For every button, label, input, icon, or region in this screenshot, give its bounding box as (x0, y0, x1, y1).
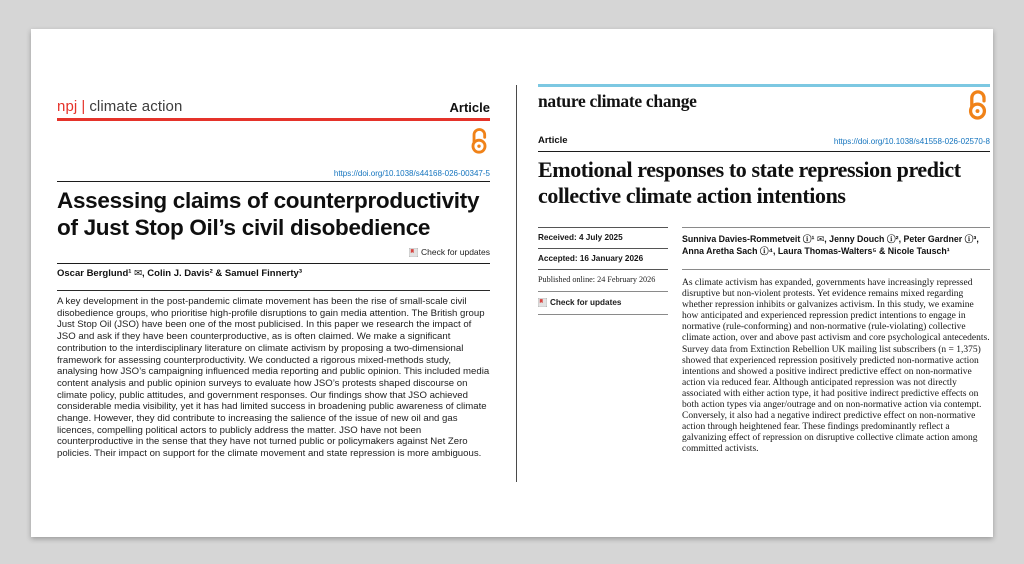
journal-name: climate action (89, 98, 183, 115)
crossmark-icon (409, 248, 418, 257)
two-page-spread (31, 29, 993, 537)
journal-separator: | (81, 98, 86, 115)
right-authors-line: Sunniva Davies-Rommetveit ⓘ¹ ✉, Jenny Douch ⓘ², Peter Gardner ⓘ³, Anna Aretha Sach ⓘ⁴, Laura Thomas-Walters⁵ & Nicole Tausch¹ (682, 227, 990, 257)
blue-header-rule (538, 84, 990, 87)
accepted-date: Accepted: 16 January 2026 (538, 248, 668, 269)
right-paper-title: Emotional responses to state repression predict collective climate action intentions (538, 157, 961, 208)
published-date: Published online: 24 February 2026 (538, 269, 668, 291)
right-doi-link[interactable]: https://doi.org/10.1038/s41558-026-02570-8 (833, 137, 990, 146)
right-check-for-updates[interactable] (538, 298, 668, 307)
crossmark-icon (538, 298, 547, 307)
rule-above-authors (57, 263, 490, 264)
left-doi-link[interactable]: https://doi.org/10.1038/s44168-026-00347-5 (333, 169, 490, 178)
open-access-icon (468, 127, 490, 159)
left-abstract-text: A key development in the post-pandemic climate movement has been the rise of small-scale civil disobedience groups, who prioritise high-profile disruptions to gain media attention. The British group Just Stop Oil (JSO) have been one of the most publicised. In this paper we research the impact of JSO and ask if they have been counterproductive, as is often claimed. We make a significant contribution to the interdisciplinary literature on climate activism by proposing a two-dimensional framework for assessing counterproductivity. We conducted a rigorous mixed-methods study, analysing how JSO’s campaigning influenced media reporting and public opinion. This included media content analysis and public opinion surveys to evaluate how JSO’s protests shaped discourse on climate policy, public attitudes, and government responses. Our findings show that JSO achieved considerable media visibility, yet it has had limited success in broadening public awareness of climate change. However, they did contribute to increasing the salience of the issue of new oil and gas licences, compelling political actors to publicly address the matter. JSO have not been counterproductive in the sense that they have not turned public or policymakers against Net Zero policies. Their impact on support for the climate movement and state repression is more ambiguous. (57, 296, 490, 460)
left-paper-title: Assessing claims of counterproductivity of Just Stop Oil’s civil disobedience (57, 188, 480, 240)
right-check-for-updates-row (538, 291, 668, 315)
right-article-row (538, 135, 990, 146)
rule-above-title (538, 151, 990, 152)
left-paper-page (57, 29, 490, 537)
right-article-label: Article (538, 135, 568, 146)
rule-above-abstract (57, 290, 490, 291)
journal-prefix: npj (57, 98, 78, 115)
left-article-label: Article (449, 100, 490, 115)
red-header-rule (57, 118, 490, 121)
left-check-for-updates[interactable] (409, 247, 490, 257)
left-authors-line: Oscar Berglund¹ ✉, Colin J. Davis² & Samuel Finnerty³ (57, 268, 302, 279)
dates-column (538, 227, 668, 315)
open-access-icon (965, 89, 990, 125)
right-journal-logo: nature climate change (538, 91, 697, 111)
right-paper-page (538, 29, 990, 537)
page-divider-line (516, 85, 517, 482)
rule-above-abstract (682, 269, 990, 270)
left-journal-header (57, 98, 490, 115)
rule-above-title (57, 181, 490, 182)
left-journal-logo (57, 98, 182, 115)
right-abstract-text: As climate activism has expanded, governments have increasingly repressed disruptive but non-violent protests. Yet evidence remains mixed regarding whether repression inhibits or galvanizes activism. In this study, we examine how anticipated and experienced repression predict intentions to engage in normative (rule-conforming) and non-normative (rule-violating) collective climate action, over and above past activism and core psychological antecedents. Survey data from Extinction Rebellion UK mailing list subscribers (n = 1,375) showed that experienced repression positively predicted non-normative action intentions and showed a positive indirect predictive effect on non-normative action via reduced fear. Although anticipated repression was not directly associated with either action type, it had positive indirect predictive effects on both action types via anger/outrage and on non-normative action via contempt. Conversely, it also had a negative indirect predictive effect on non-normative action through heightened fear. These findings predominantly reflect a galvanizing effect of repression on disruptive collective climate action among committed activists. (682, 278, 990, 455)
authors-abstract-column (682, 227, 990, 456)
check-for-updates-label: Check for updates (550, 298, 622, 307)
received-date: Received: 4 July 2025 (538, 227, 668, 248)
check-for-updates-label: Check for updates (421, 247, 490, 257)
